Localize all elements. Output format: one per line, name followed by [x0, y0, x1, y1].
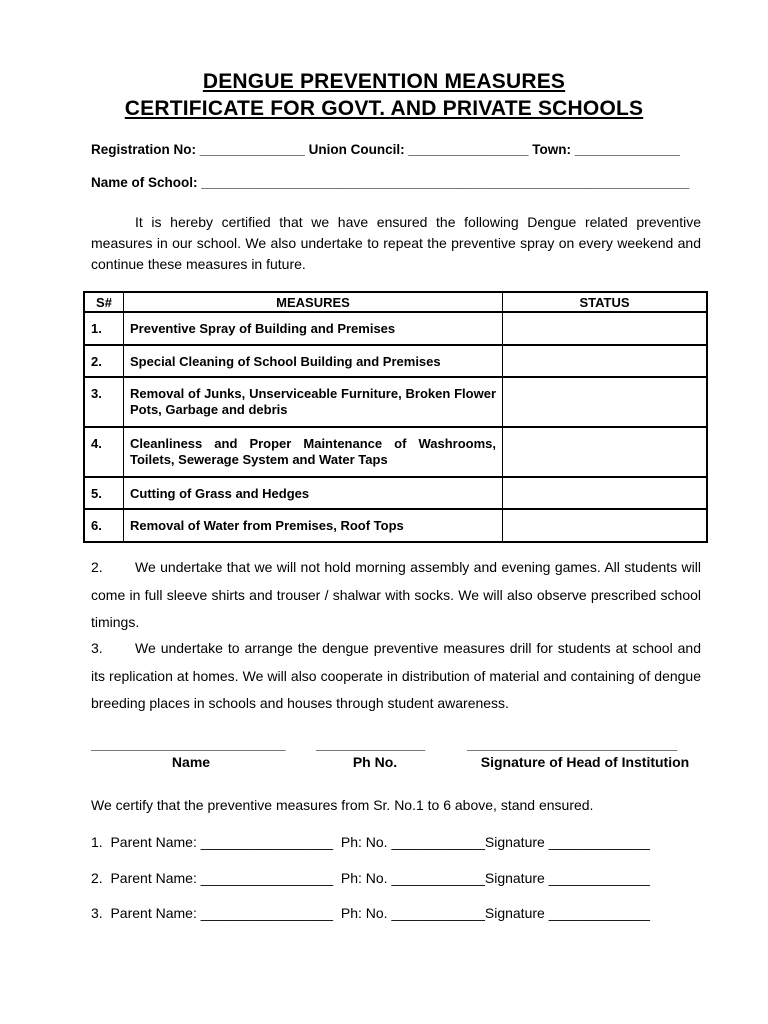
table-row [84, 312, 707, 345]
row-measure: Removal of Junks, Unserviceable Furniture, Broken Flower Pots, Garbage and debris [124, 377, 503, 427]
phone-signature-line: ______________ [316, 736, 426, 752]
row-status [503, 345, 708, 377]
row-sn: 1. [84, 312, 124, 345]
table-row [84, 345, 707, 377]
paragraph-3 [91, 635, 701, 718]
row-measure: Special Cleaning of School Building and Premises [124, 345, 503, 377]
paragraph-3-number: 3. [91, 640, 103, 656]
row-status [503, 509, 708, 542]
row-sn: 2. [84, 345, 124, 377]
certificate-title: DENGUE PREVENTION MEASURES [202, 70, 566, 93]
school-name-line: Name of School: _________________________________________________________________ [91, 175, 690, 190]
paragraph-2-text: We undertake that we will not hold morning assembly and evening games. All students will come in full sleeve shirts and trouser / shalwar with socks. We will also observe prescribed school timings. [91, 559, 701, 630]
measures-table [83, 291, 708, 543]
intro-paragraph [91, 212, 701, 275]
certificate-subtitle: CERTIFICATE FOR GOVT. AND PRIVATE SCHOOLS [124, 97, 644, 120]
phone-label: Ph No. [352, 754, 398, 770]
row-measure: Cleanliness and Proper Maintenance of Washrooms, Toilets, Sewerage System and Water Taps [124, 427, 503, 477]
row-sn: 3. [84, 377, 124, 427]
row-measure: Preventive Spray of Building and Premises [124, 312, 503, 345]
intro-text: It is hereby certified that we have ensured the following Dengue related preventive measures in our school. We also undertake to repeat the preventive spray on every weekend and continue these measures in future. [91, 214, 701, 272]
row-measure: Cutting of Grass and Hedges [124, 477, 503, 509]
certify-statement: We certify that the preventive measures from Sr. No.1 to 6 above, stand ensured. [91, 797, 594, 813]
registration-line: Registration No: ______________ Union Council: ________________ Town: ______________ [91, 142, 680, 157]
row-sn: 4. [84, 427, 124, 477]
parent-row-2: 2. Parent Name: _________________ Ph: No. ____________Signature _____________ [91, 870, 650, 886]
name-label: Name [171, 754, 211, 770]
header-measures: MEASURES [124, 292, 503, 312]
row-sn: 6. [84, 509, 124, 542]
header-status: STATUS [503, 292, 708, 312]
head-signature-label: Signature of Head of Institution [480, 754, 690, 770]
table-row [84, 509, 707, 542]
table-row [84, 477, 707, 509]
parent-row-3: 3. Parent Name: _________________ Ph: No. ____________Signature _____________ [91, 905, 650, 921]
row-measure: Removal of Water from Premises, Roof Tops [124, 509, 503, 542]
name-signature-line: _________________________ [91, 736, 286, 752]
table-row [84, 377, 707, 427]
paragraph-2 [91, 554, 701, 637]
table-header-row [84, 292, 707, 312]
paragraph-2-number: 2. [91, 559, 103, 575]
paragraph-3-text: We undertake to arrange the dengue preventive measures drill for students at school and its replication at homes. We will also cooperate in distribution of material and containing of dengue breeding places in schools and houses through student awareness. [91, 640, 701, 711]
head-signature-line: ___________________________ [467, 736, 678, 752]
row-status [503, 427, 708, 477]
row-status [503, 312, 708, 345]
parent-row-1: 1. Parent Name: _________________ Ph: No. ____________Signature _____________ [91, 834, 650, 850]
row-sn: 5. [84, 477, 124, 509]
row-status [503, 377, 708, 427]
header-sn: S# [84, 292, 124, 312]
row-status [503, 477, 708, 509]
table-row [84, 427, 707, 477]
